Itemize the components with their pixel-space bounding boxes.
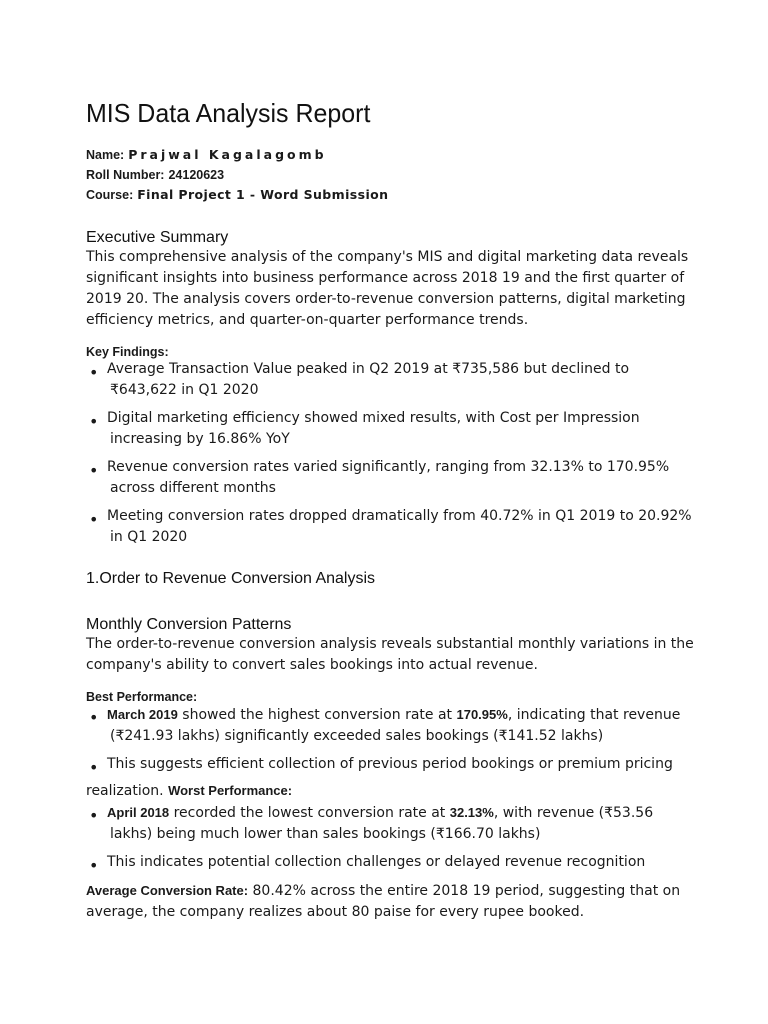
list-item: • Revenue conversion rates varied significantly, ranging from 32.13% to 170.95% across different months [89, 459, 670, 496]
bullet-icon: • [89, 461, 99, 480]
key-findings-label: Key Findings: [86, 345, 169, 359]
list-item: • March 2019 showed the highest conversion rate at 170.95%, indicating that revenue (₹241.93 lakhs) significantly exceeded sales bookings (₹141.52 lakhs) [89, 707, 681, 744]
bullet-icon: • [89, 806, 99, 825]
name-label: Name: [86, 148, 125, 162]
roll-value: 24120623 [168, 168, 225, 182]
course-value: Final Project 1 - Word Submission [137, 187, 389, 202]
worst-performance-label: Worst Performance: [168, 783, 293, 798]
bullet-icon: • [89, 708, 99, 727]
section-1-heading: 1.Order to Revenue Conversion Analysis [86, 570, 376, 587]
name-line [86, 145, 696, 165]
list-item: • Average Transaction Value peaked in Q2 2019 at ₹735,586 but declined to ₹643,622 in Q1 2020 [89, 361, 630, 398]
executive-summary-heading: Executive Summary [86, 229, 229, 246]
report-title: MIS Data Analysis Report [86, 98, 371, 128]
average-conversion-paragraph: Average Conversion Rate: 80.42% across the entire 2018 19 period, suggesting that on average, the company realizes about 80 paise for every rupee booked. [86, 883, 681, 920]
bullet-icon: • [89, 510, 99, 529]
list-item: • Meeting conversion rates dropped dramatically from 40.72% in Q1 2019 to 20.92% in Q1 2020 [89, 508, 692, 545]
list-item: • This indicates potential collection challenges or delayed revenue recognition [89, 854, 646, 875]
roll-label: Roll Number: [86, 168, 165, 182]
bullet-icon: • [89, 412, 99, 431]
best-performance-list [86, 704, 696, 775]
document-page [86, 98, 696, 923]
realization-line: realization. Worst Performance: [86, 783, 293, 799]
course-label: Course: [86, 188, 134, 202]
name-value: Prajwal Kagalagomb [128, 147, 327, 162]
course-line [86, 185, 696, 205]
monthly-intro-paragraph: The order-to-revenue conversion analysis reveals substantial monthly variations in the company's ability to convert sales bookings into actual revenue. [86, 636, 694, 673]
list-item: • April 2018 recorded the lowest conversion rate at 32.13%, with revenue (₹53.56 lakhs) being much lower than sales bookings (₹166.70 lakhs) [89, 805, 654, 842]
report-meta [86, 145, 696, 205]
bullet-icon: • [89, 856, 99, 875]
list-item: • Digital marketing efficiency showed mixed results, with Cost per Impression increasing by 16.86% YoY [89, 410, 640, 447]
monthly-patterns-heading: Monthly Conversion Patterns [86, 616, 292, 633]
roll-line [86, 165, 696, 185]
best-performance-label: Best Performance: [86, 690, 198, 704]
list-item: • This suggests efficient collection of previous period bookings or premium pricing [89, 756, 673, 777]
executive-summary-paragraph: This comprehensive analysis of the company's MIS and digital marketing data reveals significant insights into business performance across 2018 19 and the first quarter of 2019 20. The analysis covers order-to-revenue conversion patterns, digital marketing efficiency metrics, and quarter-on-quarter performance trends. [86, 249, 689, 328]
bullet-icon: • [89, 363, 99, 382]
key-findings-list [86, 359, 696, 548]
worst-performance-list [86, 802, 696, 873]
bullet-icon: • [89, 758, 99, 777]
